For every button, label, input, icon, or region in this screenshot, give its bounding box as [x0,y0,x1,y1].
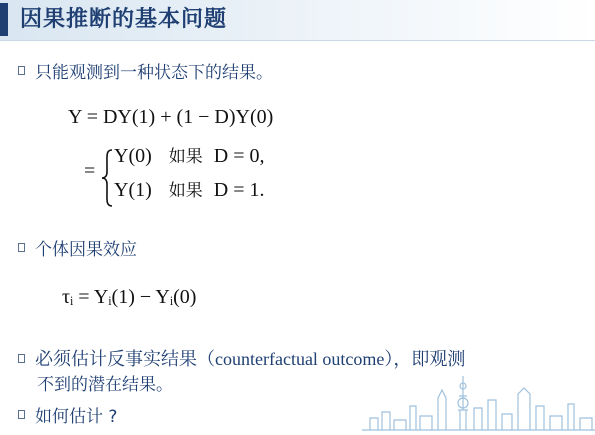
title-accent [0,3,8,36]
bullet-text-3-continuation: 不到的潜在结果。 [37,375,173,395]
bullet-item-1 [18,58,273,83]
case2-expression: Y(1) [114,179,152,201]
title-bar [0,0,595,40]
square-bullet-icon [18,410,25,419]
slide-title: 因果推断的基本问题 [20,7,228,32]
equation-individual-effect: τᵢ = Yᵢ(1) − Yᵢ(0) [62,286,197,308]
case2-condition: D = 1. [213,179,265,201]
left-brace-icon [100,148,114,208]
square-bullet-icon [18,243,25,252]
title-divider [0,40,595,41]
square-bullet-icon [18,66,25,75]
bullet-item-4 [18,402,117,427]
case-row-1 [114,142,265,168]
case1-expression: Y(0) [114,145,152,167]
bullet-text-2: 个体因果效应 [35,240,137,260]
bullet-item-3 [18,345,465,371]
case2-condition-word: 如果 [168,181,203,201]
equation-potential-outcome: Y = DY(1) + (1 − D)Y(0) [68,106,274,128]
case1-condition-word: 如果 [168,147,203,167]
equals-sign: = [84,160,96,182]
bullet-text-1: 只能观测到一种状态下的结果。 [35,63,273,83]
bullet-text-4: 如何估计 ? [35,407,118,427]
bullet-item-2 [18,235,137,260]
city-skyline-icon [362,370,595,435]
square-bullet-icon [18,354,25,363]
bullet-text-3: 必须估计反事实结果（counterfactual outcome），即观测 [35,349,466,369]
case-row-2 [114,176,265,202]
case1-condition: D = 0, [213,145,265,167]
